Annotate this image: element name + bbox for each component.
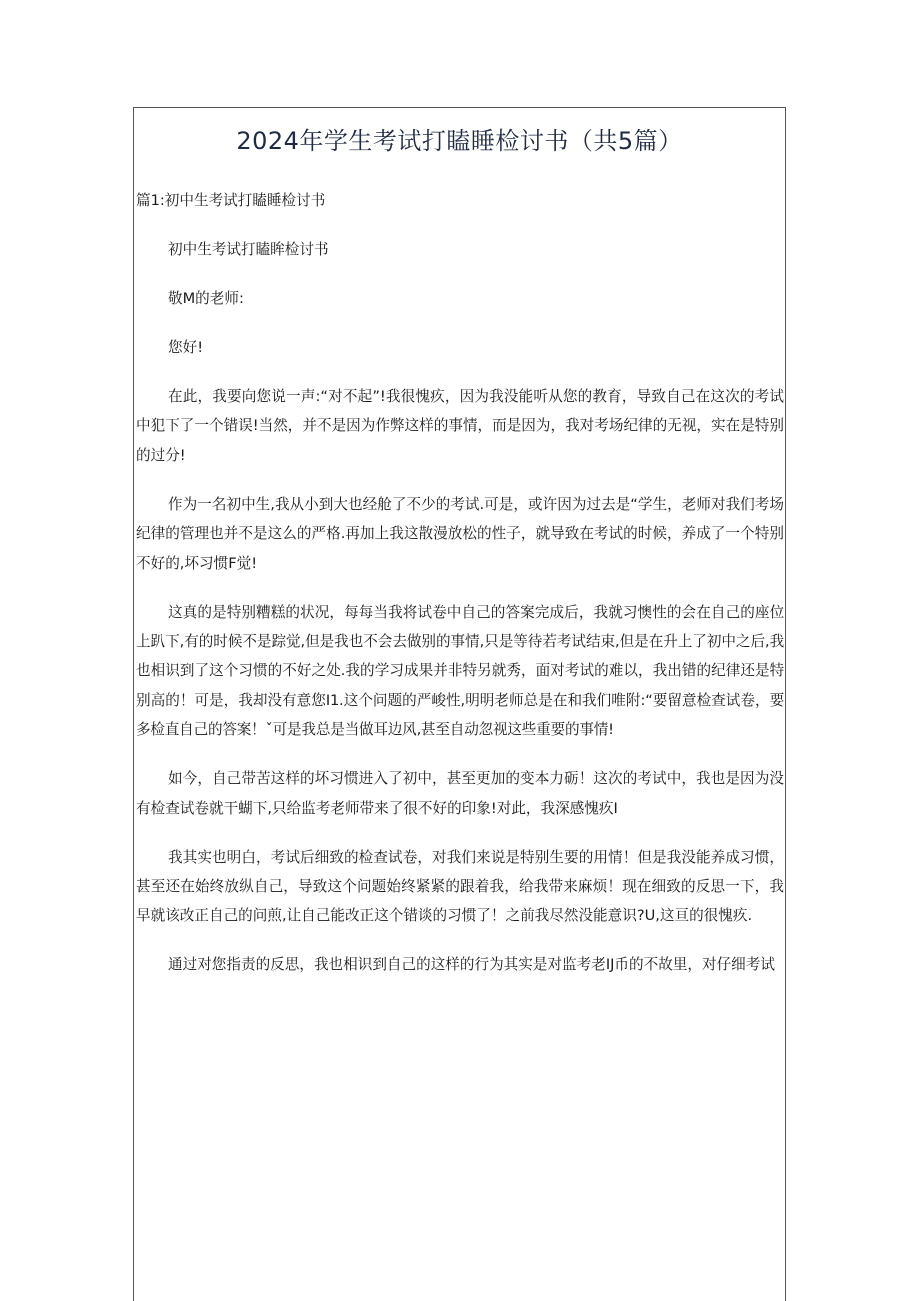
document-body (136, 186, 784, 999)
paragraph-body: 我其实也明白，考试后细致的检查试卷，对我们来说是特别生要的用情！但是我没能养成习惯，甚至还在始终放纵自己，导致这个问题始终紧紧的跟着我，给我带来麻烦！现在细致的反思一下，我早就该改正自己的问煎,让自己能改正这个错谈的习惯了！之前我尽然没能意识?U,这亘的很愧疚. (136, 848, 784, 925)
paragraph-body: 通过对您指责的反思，我也相识到自己的这样的行为其实是对监考老IJ币的不故里，对仔细考试 (168, 956, 775, 974)
section-heading: 篇1:初中生考试打瞌睡检讨书 (136, 192, 326, 209)
paragraph-body: 作为一名初中生,我从小到大也经舱了不少的考试.可是，或许因为过去是“学生，老师对我们考场纪律的管理也并不是这么的严格.再加上我这散漫放松的性子，就导致在考试的时候，养成了一个特别不好的,坏习惯F觉! (136, 495, 784, 572)
document-title: 2024年学生考试打瞌睡检讨书（共5篇） (236, 127, 683, 155)
paragraph-body: 如今，自己带苦这样的坏习惯进入了初中，甚至更加的变本力砺！这次的考试中，我也是因为没有检查试卷就干蝴下,只给监考老师带来了很不好的印象!对此，我深感愧疚I (136, 770, 784, 817)
paragraph-greeting: 您好! (168, 339, 204, 356)
paragraph-body: 在此，我要向您说一声:“对不起”!我很愧疚，因为我没能听从您的教育，导致自己在这次的考试中犯下了一个错误!当然，并不是因为作弊这样的事情，而是因为，我对考场纪律的无视，实在是特别的过分! (136, 388, 784, 464)
paragraph-body: 这真的是特别糟糕的状况，每每当我将试卷中自己的答案完成后，我就习懊性的会在自己的座位上趴下,有的时候不是踪觉,但是我也不会去做别的事情,只是等待若考试结束,但是在升上了初中之后,我也相识到了这个习惯的不好之处.我的学习成果并非特另就秀，面对考试的难以，我出错的纪律还是特别高的！可是，我却没有意您I1.这个问题的严峻性,明明老师总是在和我们唯附:“要留意检查试卷，要多检直自己的答案！ˇ可是我总是当做耳边风,甚至自动忽视这些重要的事情! (136, 603, 784, 739)
paragraph-subtitle: 初中生考试打瞌眸检讨书 (168, 241, 329, 258)
document-page (133, 107, 786, 1301)
paragraph-salutation: 敬M的老师: (168, 290, 244, 307)
